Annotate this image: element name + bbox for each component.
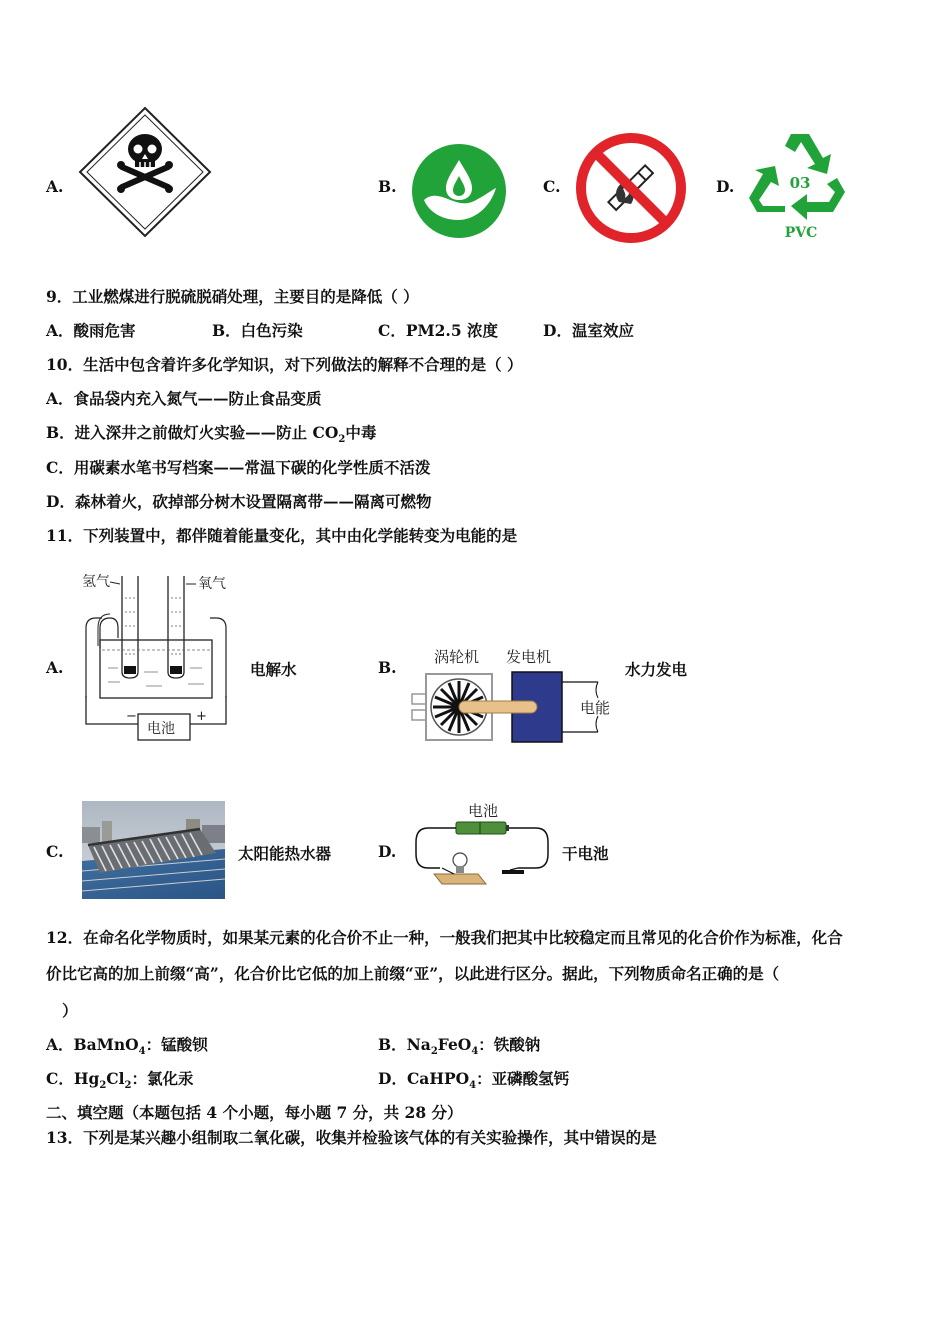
hydropower-diagram xyxy=(408,642,623,756)
q10-option-c: C．用碳素水笔书写档案——常温下碳的化学性质不活泼 xyxy=(46,458,431,477)
oxygen-label: 氧气 xyxy=(198,576,226,592)
q8-option-b-letter: B. xyxy=(378,177,397,196)
q9-option-b: B．白色污染 xyxy=(212,321,303,340)
q11-option-b-letter: B. xyxy=(378,658,397,677)
water-saving-logo-icon xyxy=(410,142,508,244)
q12-stem-line1: 12．在命名化学物质时，如果某元素的化合价不止一种，一般我们把其中比较稳定而且常见的化合价作为标准，化合 xyxy=(46,928,843,947)
q11-option-d-caption: 干电池 xyxy=(562,844,609,863)
q13-stem: 13．下列是某兴趣小组制取二氧化碳，收集并检验该气体的有关实验操作，其中错误的是 xyxy=(46,1128,657,1147)
section-2-heading: 二、填空题（本题包括 4 个小题，每小题 7 分，共 28 分） xyxy=(46,1103,463,1122)
q12-stem-line2: 价比它高的加上前缀“高”，化合价比它低的加上前缀“亚”，以此进行区分。据此，下列物质命名正确的是（ xyxy=(46,964,780,983)
q11-option-b-caption: 水力发电 xyxy=(625,660,688,679)
generator-label: 发电机 xyxy=(506,648,552,666)
q11-option-c-caption: 太阳能热水器 xyxy=(238,844,332,863)
q8-option-d-letter: D. xyxy=(716,177,735,196)
q12-option-a: A．BaMnO$_4$：锰酸钡 xyxy=(46,1035,208,1058)
recycle-label: PVC xyxy=(784,225,818,241)
q10-option-b: B．进入深井之前做灯火实验——防止 $CO_2$中毒 xyxy=(46,423,377,446)
q11-option-a-caption: 电解水 xyxy=(250,660,297,679)
q11-option-c-letter: C. xyxy=(46,842,64,861)
q10-option-d: D．森林着火，砍掉部分树木设置隔离带——隔离可燃物 xyxy=(46,492,432,511)
circuit-battery-label: 电池 xyxy=(468,802,499,820)
hydrogen-label: 氢气 xyxy=(82,574,110,590)
turbine-label: 涡轮机 xyxy=(434,648,480,666)
battery-label: 电池 xyxy=(147,721,175,737)
q10-option-a: A．食品袋内充入氮气——防止食品变质 xyxy=(46,389,322,408)
q11-option-d-letter: D. xyxy=(378,842,397,861)
q8-option-c-letter: C. xyxy=(543,177,561,196)
solar-water-heater-photo xyxy=(82,801,225,903)
q9-option-a: A．酸雨危害 xyxy=(46,321,136,340)
q10-stem: 10．生活中包含着许多化学知识，对下列做法的解释不合理的是（ ） xyxy=(46,355,523,374)
q9-stem: 9．工业燃煤进行脱硫脱硝处理，主要目的是降低（ ） xyxy=(46,287,419,306)
q8-option-a-letter: A. xyxy=(46,177,64,196)
q12-option-d: D．CaHPO$_4$：亚磷酸氢钙 xyxy=(378,1069,570,1092)
q12-option-c: C．$Hg_2Cl_2$：氯化汞 xyxy=(46,1069,194,1092)
q11-stem: 11．下列装置中，都伴随着能量变化，其中由化学能转变为电能的是 xyxy=(46,526,518,545)
recycle-pvc-icon xyxy=(745,128,855,246)
electrolysis-diagram xyxy=(78,568,248,750)
q11-option-a-letter: A. xyxy=(46,658,64,677)
q12-stem-line3: ） xyxy=(62,1001,78,1020)
energy-label: 电能 xyxy=(580,699,611,717)
no-smoking-icon xyxy=(575,132,687,248)
plus-sign: + xyxy=(196,709,207,724)
recycle-code: 03 xyxy=(789,174,811,192)
q9-option-d: D．温室效应 xyxy=(543,321,634,340)
q12-option-b: B．$Na_2FeO_4$：铁酸钠 xyxy=(378,1035,541,1058)
minus-sign: − xyxy=(126,709,137,724)
dry-battery-circuit-diagram xyxy=(410,798,555,898)
toxic-skull-diamond-icon xyxy=(77,105,213,243)
q9-option-c: C．PM2.5 浓度 xyxy=(378,321,499,340)
